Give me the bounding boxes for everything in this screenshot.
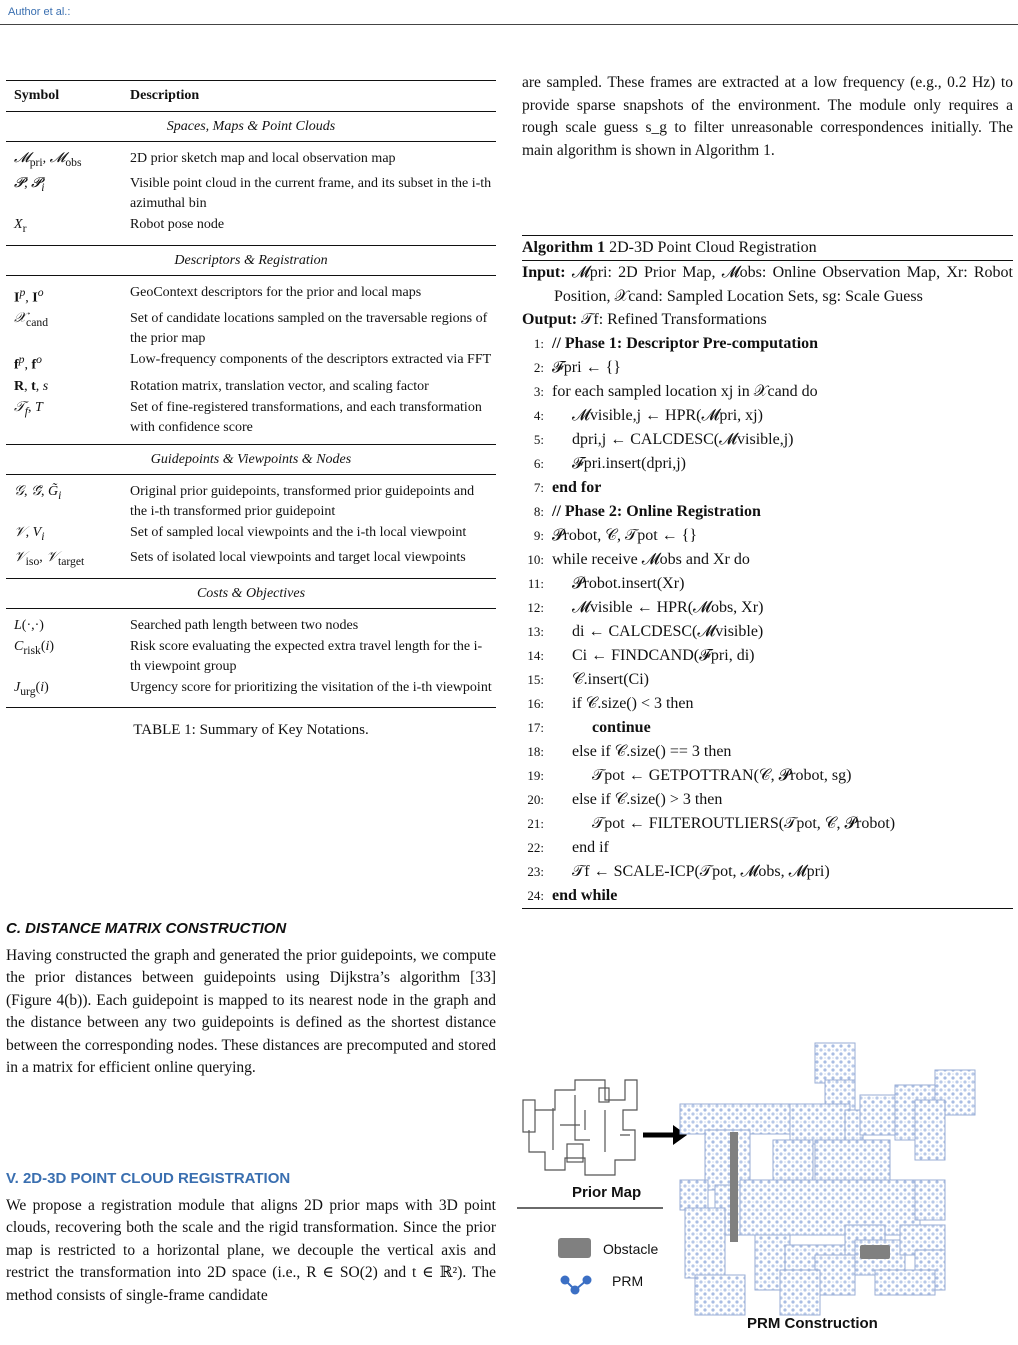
line-number: 1: xyxy=(533,335,544,351)
section-title: Costs & Objectives xyxy=(196,585,306,601)
algorithm-line xyxy=(522,620,1013,644)
line-text: if 𝒞.size() < 3 then xyxy=(572,694,694,712)
line-number: 7: xyxy=(533,479,544,495)
table-row xyxy=(6,547,496,572)
line-text: 𝓟robot, 𝒞, 𝒯pot ← {} xyxy=(552,526,698,544)
line-text: 𝓕pri ← {} xyxy=(552,358,621,376)
desc-cell: Set of sampled local viewpoints and the i-th local viewpoint xyxy=(130,524,467,540)
table-row xyxy=(6,677,496,702)
algorithm-line xyxy=(522,764,1013,788)
obstacle-shape xyxy=(860,1245,890,1259)
header-symbol: Symbol xyxy=(14,88,60,103)
legend-prm-label: PRM xyxy=(612,1273,644,1289)
line-number: 13: xyxy=(527,623,544,639)
line-text: end for xyxy=(552,478,602,496)
line-text: 𝓕pri.insert(dpri,j) xyxy=(572,454,687,472)
table-row xyxy=(6,148,496,173)
section-c xyxy=(6,918,496,1080)
line-number: 18: xyxy=(527,743,544,759)
section-title: Descriptors & Registration xyxy=(174,252,328,268)
line-text: Ci ← FINDCAND(𝓕pri, di) xyxy=(572,646,755,664)
algorithm-line xyxy=(522,860,1013,884)
line-number: 19: xyxy=(527,767,544,783)
symbol-cell: 𝒱, $V_i$ xyxy=(14,524,45,543)
table-row xyxy=(6,308,496,349)
section-v xyxy=(6,1168,496,1307)
symbol-cell: $f^p$, $f^o$ xyxy=(14,353,42,373)
algorithm-line xyxy=(522,836,1013,860)
line-text: for each sampled location xj in 𝒳cand do xyxy=(552,382,818,400)
line-text: dpri,j ← CALCDESC(𝓜visible,j) xyxy=(572,430,794,448)
table-row xyxy=(6,376,496,397)
line-number: 4: xyxy=(533,407,544,423)
desc-cell: Set of fine-registered transformations, and each transformation with confidence score xyxy=(130,399,482,435)
algorithm-line xyxy=(522,428,1013,452)
line-text: 𝓜visible,j ← HPR(𝓜pri, xj) xyxy=(572,406,763,424)
algorithm-line xyxy=(522,884,1013,908)
symbol-cell: $I^p$, $I^o$ xyxy=(14,285,44,306)
line-text: 𝒯pot ← FILTEROUTLIERS(𝒯pot, 𝒞, 𝓟robot) xyxy=(592,814,896,832)
algorithm-line xyxy=(522,452,1013,476)
right-paragraph: are sampled. These frames are extracted at a low frequency (e.g., 0.2 Hz) to provide sparse snapshots of the environment. The module only requires a rough scale guess s_g to filter unreasonable correspondences initially. The main algorithm is shown in Algorithm 1. xyxy=(522,74,1013,159)
prm-figure xyxy=(515,1040,1015,1340)
line-number: 14: xyxy=(527,647,544,663)
line-number: 10: xyxy=(527,551,544,567)
table-header xyxy=(6,81,496,111)
desc-cell: Original prior guidepoints, transformed prior guidepoints and the i-th transformed prior guidepoint xyxy=(130,483,475,519)
prm-legend-icon xyxy=(561,1276,592,1295)
prior-map-label: Prior Map xyxy=(572,1184,642,1201)
table-row xyxy=(6,349,496,376)
desc-cell: Urgency score for prioritizing the visitation of the i-th viewpoint xyxy=(130,679,492,695)
line-text: // Phase 2: Online Registration xyxy=(552,502,761,520)
line-number: 17: xyxy=(527,719,544,735)
section-title: Spaces, Maps & Point Clouds xyxy=(166,119,336,134)
algorithm-line xyxy=(522,404,1013,428)
line-number: 11: xyxy=(527,575,544,591)
symbol-cell: $C_{risk}(i)$ xyxy=(14,638,55,657)
running-header: Author et al.: xyxy=(8,6,71,18)
algorithm-input: Input: 𝓜pri: 2D Prior Map, 𝓜obs: Online Observation Map, Xr: Robot Position, 𝒳cand: Sampled Location Sets, sg: Scale Guess xyxy=(522,264,1014,305)
table-caption: TABLE 1: Summary of Key Notations. xyxy=(133,722,369,739)
line-number: 23: xyxy=(527,863,544,879)
prm-map xyxy=(680,1043,975,1315)
algorithm-line xyxy=(522,644,1013,668)
desc-cell: Robot pose node xyxy=(130,216,225,232)
line-number: 9: xyxy=(533,527,544,543)
algorithm-line xyxy=(522,380,1013,404)
algorithm-line xyxy=(522,596,1013,620)
algorithm-line xyxy=(522,356,1013,380)
line-text: 𝒯f ← SCALE-ICP(𝒯pot, 𝓜obs, 𝓜pri) xyxy=(572,862,830,880)
legend-obstacle-label: Obstacle xyxy=(603,1241,659,1257)
line-number: 12: xyxy=(527,599,544,615)
table-row xyxy=(6,282,496,309)
table-row xyxy=(6,214,496,239)
symbol-cell: 𝒱$_{iso}$, 𝒱$_{target}$ xyxy=(14,549,85,568)
line-text: while receive 𝓜obs and Xr do xyxy=(552,550,750,568)
symbol-cell: 𝒢, 𝒢̃, $G̃_i$ xyxy=(14,483,62,502)
desc-cell: Low-frequency components of the descriptors extracted via FFT xyxy=(130,352,492,368)
algorithm-line xyxy=(522,740,1013,764)
desc-cell: 2D prior sketch map and local observation map xyxy=(130,151,396,166)
algorithm-line xyxy=(522,476,1013,500)
obstacle-shape xyxy=(730,1132,738,1242)
symbol-cell: $J_{urg}(i)$ xyxy=(14,679,49,698)
algorithm-line xyxy=(522,692,1013,716)
line-number: 5: xyxy=(533,431,544,447)
line-number: 15: xyxy=(527,671,544,687)
algorithm-line xyxy=(522,332,1013,356)
desc-cell: Set of candidate locations sampled on the traversable regions of the prior map xyxy=(130,311,488,347)
algorithm-line xyxy=(522,788,1013,812)
section-title: Guidepoints & Viewpoints & Nodes xyxy=(150,451,352,467)
desc-cell: Risk score evaluating the expected extra travel length for the i-th viewpoint group xyxy=(130,638,483,674)
line-number: 16: xyxy=(527,695,544,711)
algorithm-line xyxy=(522,524,1013,548)
algorithm-line xyxy=(522,500,1013,524)
table-row xyxy=(6,397,496,438)
algorithm-line xyxy=(522,548,1013,572)
symbol-cell: $X_r$ xyxy=(14,216,27,235)
line-number: 24: xyxy=(527,887,544,903)
line-number: 22: xyxy=(527,839,544,855)
line-number: 21: xyxy=(527,815,544,831)
table-row xyxy=(6,173,496,214)
line-text: // Phase 1: Descriptor Pre-computation xyxy=(552,334,819,352)
line-text: end if xyxy=(572,838,609,856)
algorithm-output: Output: 𝒯f: Refined Transformations xyxy=(522,311,767,328)
obstacle-legend-swatch xyxy=(558,1238,591,1258)
notation-table xyxy=(6,80,496,739)
algorithm-line xyxy=(522,716,1013,740)
line-text: 𝓟robot.insert(Xr) xyxy=(572,574,685,592)
line-number: 6: xyxy=(533,455,544,471)
line-text: 𝒯pot ← GETPOTTRAN(𝒞, 𝓟robot, sg) xyxy=(592,766,852,784)
section-c-body: Having constructed the graph and generated the prior guidepoints, we compute the prior distances between guidepoints using Dijkstra’s algorithm [33] (Figure 4(b)). Each guidepoint is mapped to its nearest node in the graph and the distance between any two guidepoints is defined as the shortest distance between the corresponding nodes. These distances are precomputed and stored in a matrix for efficient online querying. xyxy=(6,946,496,1076)
symbol-cell: L(·,·) xyxy=(14,617,44,633)
line-text: continue xyxy=(592,718,651,736)
symbol-cell: 𝒯$_f$, T xyxy=(14,399,43,418)
algorithm-line xyxy=(522,812,1013,836)
algorithm-line xyxy=(522,572,1013,596)
line-number: 3: xyxy=(533,383,544,399)
desc-cell: Rotation matrix, translation vector, and scaling factor xyxy=(130,378,429,394)
desc-cell: Visible point cloud in the current frame, and its subset in the i-th azimuthal bin xyxy=(130,175,492,211)
line-number: 20: xyxy=(527,791,544,807)
desc-cell: Searched path length between two nodes xyxy=(130,617,359,633)
section-v-title: V. 2D-3D POINT CLOUD REGISTRATION xyxy=(6,1170,291,1187)
algorithm-title: Algorithm 1 2D-3D Point Cloud Registration xyxy=(522,236,1013,261)
prior-map-sketch xyxy=(523,1080,637,1175)
table-row xyxy=(6,636,496,677)
symbol-cell: 𝒳$_{cand}$ xyxy=(14,311,49,330)
algorithm-lines xyxy=(522,332,1013,908)
desc-cell: GeoContext descriptors for the prior and local maps xyxy=(130,284,422,300)
symbol-cell: 𝓜$_{pri}$, 𝓜$_{obs}$ xyxy=(14,151,82,169)
algorithm-line xyxy=(522,668,1013,692)
symbol-cell: R, t, s xyxy=(14,378,49,394)
line-number: 2: xyxy=(533,359,544,375)
section-v-body: We propose a registration module that aligns 2D prior maps with 3D point clouds, recovering both the scale and the rigid transformation. Since the prior map is restricted to a horizontal plane, we decouple the vertical axis and restrict the transformation into 2D space (i.e., R ∈ SO(2) and t ∈ ℝ²). The method consists of single-frame candidate xyxy=(6,1196,496,1304)
header-description: Description xyxy=(130,88,200,103)
table-row xyxy=(6,522,496,547)
line-text: else if 𝒞.size() > 3 then xyxy=(572,790,723,808)
table-row xyxy=(6,481,496,522)
section-c-title: C. DISTANCE MATRIX CONSTRUCTION xyxy=(6,920,287,937)
line-text: 𝒞.insert(Ci) xyxy=(572,670,649,688)
header-rule xyxy=(0,24,1018,25)
line-text: end while xyxy=(552,886,618,904)
line-text: else if 𝒞.size() == 3 then xyxy=(572,742,732,760)
line-text: 𝓜visible ← HPR(𝓜obs, Xr) xyxy=(572,598,764,616)
line-text: di ← CALCDESC(𝓜visible) xyxy=(572,622,764,640)
desc-cell: Sets of isolated local viewpoints and target local viewpoints xyxy=(130,549,466,565)
prm-construction-label: PRM Construction xyxy=(747,1315,878,1332)
line-number: 8: xyxy=(533,503,544,519)
symbol-cell: 𝓟, 𝓟$_i$ xyxy=(14,175,45,194)
algorithm-box xyxy=(522,235,1013,909)
table-row xyxy=(6,615,496,636)
